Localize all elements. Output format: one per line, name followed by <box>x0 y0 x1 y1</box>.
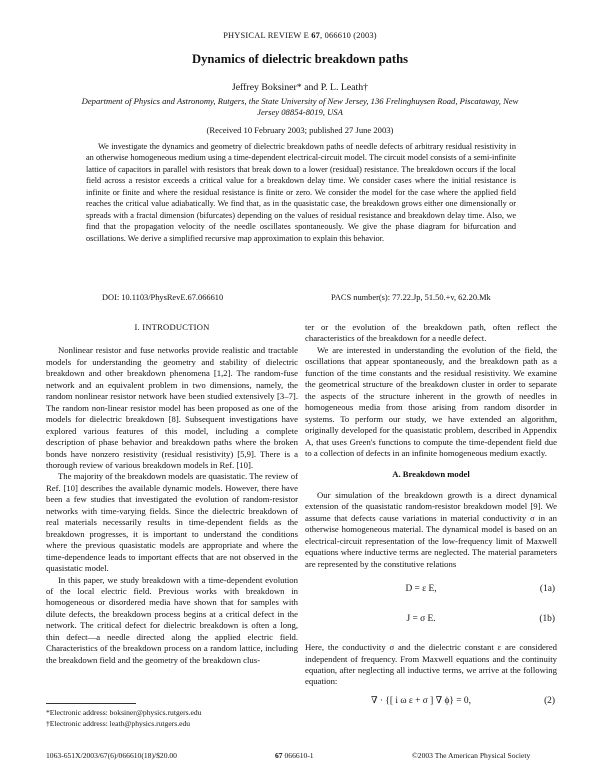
doi: DOI: 10.1103/PhysRevE.67.066610 <box>102 293 224 302</box>
paragraph: Here, the conductivity σ and the dielectric constant ε are considered independent of frequency. From Maxwell equations and the continuity equation, after neglecting all inductive terms, we arrive at the following equation: <box>305 642 557 687</box>
authors: Jeffrey Boksiner* and P. L. Leath† <box>231 82 369 93</box>
paragraph: We are interested in understanding the evolution of the field, the oscillations that appear spontaneously, and the breakdown path as a function of the time constants and the residual resistivity. We examine the geometrical structure of the breakdown cluster in order to separate the aspects of the structure inherent in the growth of needles in homogeneous media from those arising from random disorder in systems. To perform our study, we have extended an algorithm, originally developed for the quasistatic problem, described in Appendix A, that uses Green's functions to compute the time-dependent field due to a collection of defects in an infinite homogeneous medium exactly. <box>305 344 557 458</box>
abstract: We investigate the dynamics and geometry of dielectric breakdown paths of needle defects of arbitrary residual resistivity in an otherwise homogeneous medium using a time-dependent electrical-circuit model. The circuit model consists of a semi-infinite lattice of capacitors in parallel with resistors that break down to a lower (residual) resistance. The breakdown occurs if the local field across a resistor exceeds a critical value for a breakdown delay time. We consider cases where the initial resistance is infinite or finite and where the residual resistance is finite or zero. We consider the model for the case where the applied field reaches the critical value adiabatically. We find that, as in the quasistatic case, the breakdown grows either one dimensionally or spreads with a fractal dimension (bifurcates) depending on the values of residual resistance and breakdown delay time. Also, we find that the propagation velocity of the needle oscillates spontaneously. We give the phase diagram for bifurcation and oscillations. We derive a simplified recursive map approximation to explain this behavior. <box>86 142 516 243</box>
equation-2 <box>305 696 557 712</box>
footer-left: 1063-651X/2003/67(6)/066610(18)/$20.00 <box>46 751 177 760</box>
equation-body: ∇ · {[ i ω ε + σ ] ∇ ϕ} = 0, <box>371 695 471 706</box>
footnote-1: *Electronic address: boksiner@physics.rutgers.edu <box>46 708 202 717</box>
equation-number: (1b) <box>539 614 555 625</box>
subsection-heading: A. Breakdown model <box>392 469 470 480</box>
footer-volume: 67 <box>275 751 283 760</box>
paragraph: Nonlinear resistor and fuse networks provide realistic and tractable models for understanding the geometry and stability of dielectric breakdown and other breakdown phenomena [1,2]. The random-fuse network and an equivalent problem in two dimensions, namely, the random nonlinear resistor network have been studied extensively [3–7]. The random non-linear resistor model has been proposed as one of the models for dielectric breakdown [8]. Subsequent investigations have explored various features of this model, including a complete description of phase behavior and breakdown paths where the broken bonds have nonzero resistivity (residual resistivity) [5,9]. There is a thorough review of various breakdown models in Ref. [10]. <box>46 345 298 470</box>
equation-body: J = σ E. <box>406 614 436 625</box>
equation-number: (2) <box>544 695 555 706</box>
section-heading: I. INTRODUCTION <box>134 322 210 332</box>
equation-1b <box>305 614 557 630</box>
paragraph: In this paper, we study breakdown with a time-dependent evolution of the local electric field. Previous works with breakdown in homogeneous or disordered media have shown that for samples with dilute defects, the breakdown process begins at a critical defect in the network. The critical defect for dielectric breakdown is often a long, thin defect—a needle directed along the applied electric field. Characteristics of the breakdown process on a random lattice, including the breakdown field and the geometry of the breakdown clus- <box>46 574 298 665</box>
equation-1a <box>305 584 557 600</box>
equation-number: (1a) <box>539 584 555 595</box>
paper-title: Dynamics of dielectric breakdown paths <box>192 52 408 66</box>
affiliation: Department of Physics and Astronomy, Rutgers, the State University of New Jersey, 136 Frelinghuysen Road, Piscataway, New Jersey 08854-8019, USA <box>81 96 519 118</box>
journal-name: PHYSICAL REVIEW E <box>223 31 309 40</box>
journal-year: (2003) <box>353 31 377 40</box>
footnote-2: †Electronic address: leath@physics.rutgers.edu <box>46 719 191 728</box>
left-column <box>46 322 298 666</box>
footer-page: 066610-1 <box>284 751 314 760</box>
footer-right: ©2003 The American Physical Society <box>412 751 531 760</box>
pacs-numbers: PACS number(s): 77.22.Jp, 51.50.+v, 62.20.Mk <box>331 293 491 302</box>
equation-body: D = ε E, <box>405 584 437 595</box>
right-column <box>305 322 557 724</box>
running-header: PHYSICAL REVIEW E 67, 066610 (2003) <box>223 31 377 40</box>
received-dates: (Received 10 February 2003; published 27 June 2003) <box>206 125 394 135</box>
journal-volume: 67 <box>311 31 321 40</box>
paragraph: ter or the evolution of the breakdown path, often reflect the characteristics of the breakdown for a needle defect. <box>305 322 557 344</box>
footer-center <box>275 751 314 760</box>
paragraph: Our simulation of the breakdown growth is a direct dynamical extension of the quasistatic random-resistor breakdown model [9]. We assume that defects cause variations in material conductivity σ in an otherwise homogeneous material. The dynamical model is based on an electrical-circuit representation of the low-frequency limit of Maxwell equations where inductive terms are neglected. The material parameters are represented by the constitutive relations <box>305 489 557 569</box>
article-number: 066610 <box>324 31 351 40</box>
footnote-rule <box>46 703 136 704</box>
paragraph: The majority of the breakdown models are quasistatic. The review of Ref. [10] describes the available dynamic models. However, there have been a few studies that investigated the evolution of random-resistor networks with time-varying fields. Since the dielectric breakdown of real materials necessarily results in time-dependent fields as the breakdown progresses, it is important to understand the conditions where the previous quasistatic models are appropriate and where the time-dependence leads to important effects that are not observed in the quasistatic model. <box>46 471 298 574</box>
